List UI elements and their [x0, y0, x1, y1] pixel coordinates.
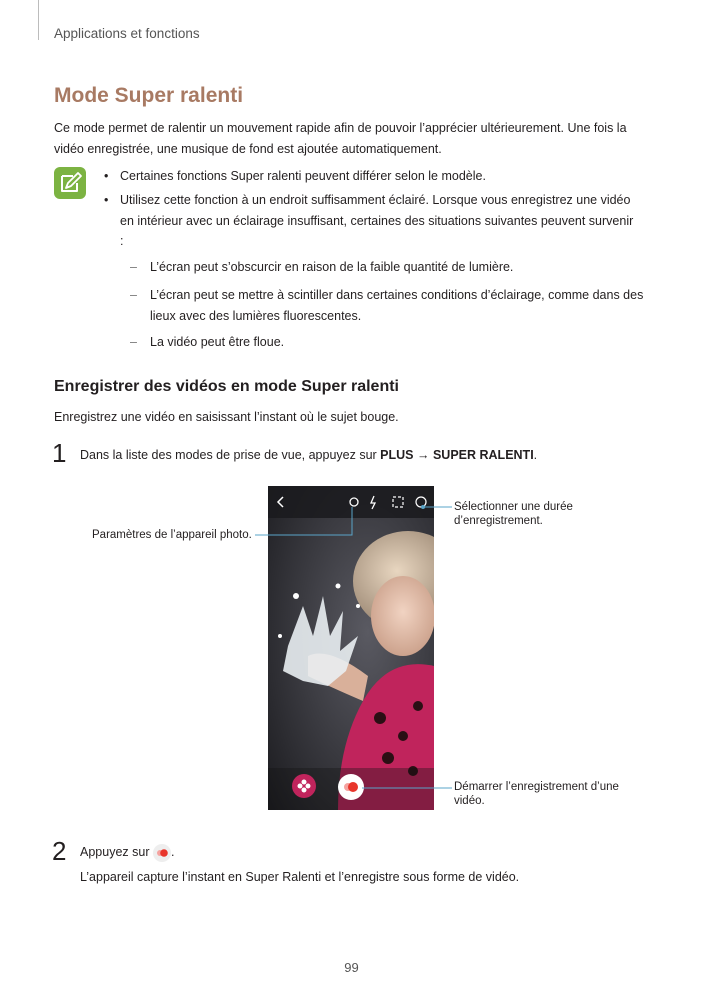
page-title: Mode Super ralenti	[54, 84, 244, 107]
step-text: Appuyez sur .	[80, 843, 174, 862]
section-intro: Enregistrez une vidéo en saisissant l’instant où le sujet bouge.	[54, 410, 399, 424]
callout-duration: Sélectionner une durée d’enregistrement.	[454, 501, 573, 527]
record-button-inline-icon	[153, 844, 171, 862]
step-description: L’appareil capture l’instant en Super Ralenti et l’enregistre sous forme de vidéo.	[80, 870, 520, 884]
note-bullet: • Utilisez cette fonction à un endroit suffisamment éclairé. Lorsque vous enregistrez une vidéo en intérieur avec un éclairage insuffisant, certaines des situations suivantes peuvent survenir :	[104, 193, 634, 248]
step-text: Dans la liste des modes de prise de vue, appuyez sur PLUS → SUPER RALENTI.	[80, 448, 538, 462]
step-number: 1	[52, 438, 67, 468]
step-number: 2	[52, 836, 67, 866]
note-subitem: – L’écran peut s’obscurcir en raison de la faible quantité de lumière.	[130, 260, 514, 274]
callout-record: Démarrer l’enregistrement d’une vidéo.	[454, 781, 619, 807]
page-number: 99	[344, 960, 359, 975]
note-subitem: – L’écran peut se mettre à scintiller dans certaines conditions d’éclairage, comme dans des lieux avec des lumières fluorescentes.	[130, 288, 644, 323]
callout-settings: Paramètres de l’appareil photo.	[92, 529, 252, 541]
note-bullet: • Certaines fonctions Super ralenti peuvent différer selon le modèle.	[104, 169, 486, 183]
note-subitem: – La vidéo peut être floue.	[130, 335, 285, 349]
section-heading: Enregistrer des vidéos en mode Super ralenti	[54, 378, 399, 395]
section-header: Applications et fonctions	[54, 26, 200, 41]
intro-paragraph: Ce mode permet de ralentir un mouvement rapide afin de pouvoir l’apprécier ultérieurement. Une fois la vidéo enregistrée, une musique de fond est ajoutée automatiquement.	[54, 121, 627, 156]
